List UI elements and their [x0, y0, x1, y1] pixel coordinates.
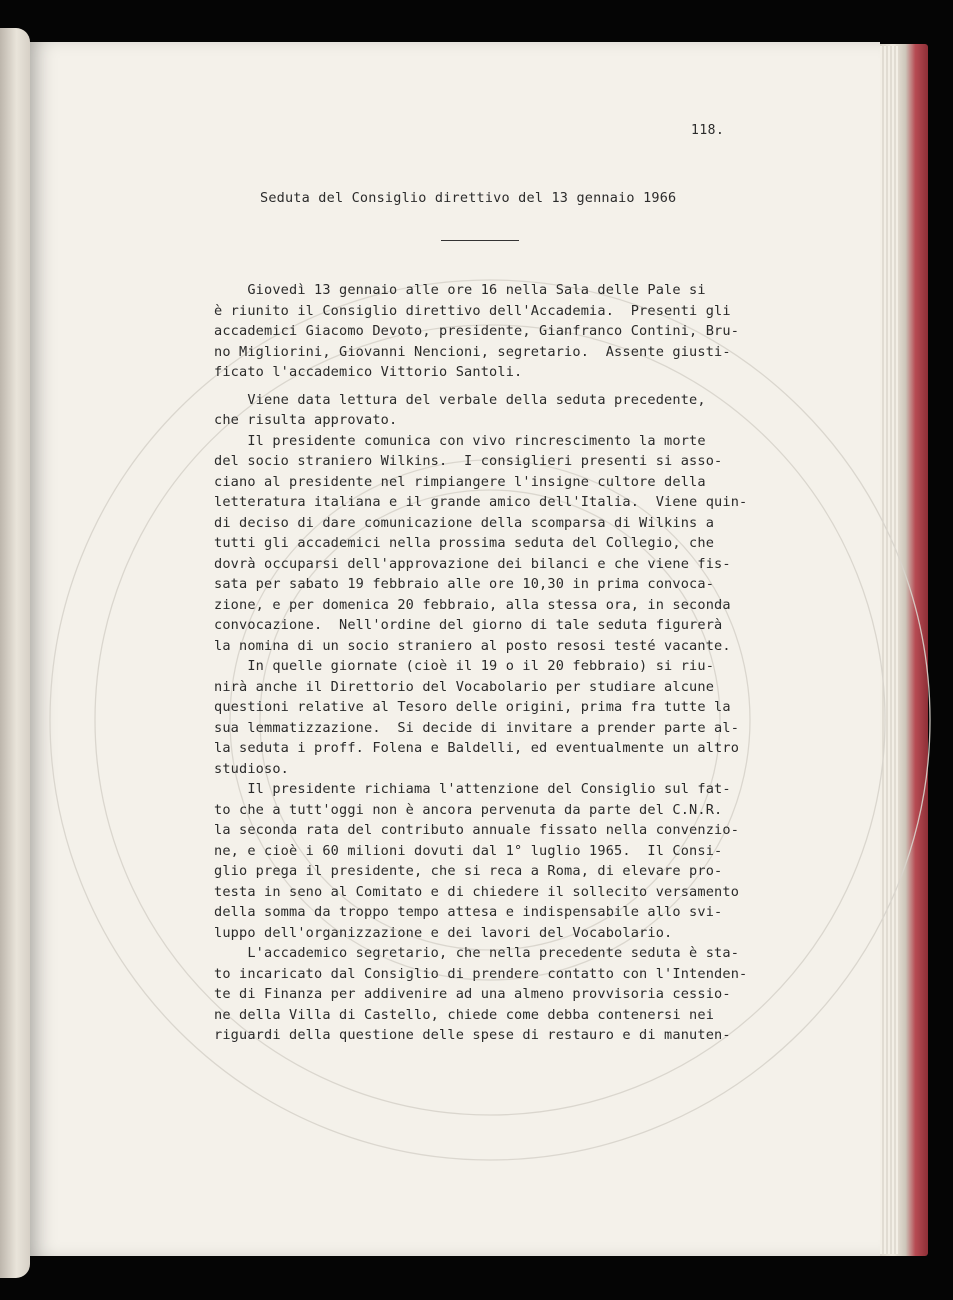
text-line: ne della Villa di Castello, chiede come debba contenersi nei: [214, 1006, 715, 1023]
text-line: ciano al presidente nel rimpiangere l'insigne cultore della: [214, 473, 706, 490]
text-line: ne, e cioè i 60 milioni dovuti dal 1° luglio 1965. Il Consi-: [214, 842, 723, 859]
text-line: Viene data lettura del verbale della seduta precedente,: [214, 391, 706, 408]
text-line: sua lemmatizzazione. Si decide di invitare a prender parte al-: [214, 719, 740, 736]
text-line: la seduta i proff. Folena e Baldelli, ed eventualmente un altro: [214, 740, 740, 756]
text-line: Il presidente richiama l'attenzione del Consiglio sul fat-: [214, 781, 731, 797]
text-line: ficato l'accademico Vittorio Santoli.: [214, 364, 523, 380]
text-line: In quelle giornate (cioè il 19 o il 20 febbraio) si riu-: [214, 658, 715, 674]
text-line: di deciso di dare comunicazione della scomparsa di Wilkins a: [214, 514, 715, 531]
text-line: Giovedì 13 gennaio alle ore 16 nella Sala delle Pale si: [214, 282, 706, 298]
text-line: della somma da troppo tempo attesa e indispensabile allo svi-: [214, 904, 723, 920]
text-line: tutti gli accademici nella prossima seduta del Collegio, che: [214, 535, 715, 551]
text-line: la seconda rata del contributo annuale fissato nella convenzio-: [214, 822, 740, 838]
paragraph: [214, 280, 774, 383]
text-line: dovrà occuparsi dell'approvazione dei bilanci e che viene fis-: [214, 555, 731, 572]
text-line: luppo dell'organizzazione e dei lavori del Vocabolario.: [214, 924, 673, 941]
title-underline: [441, 240, 519, 241]
text-line: è riunito il Consiglio direttivo dell'Accademia. Presenti gli: [214, 302, 731, 319]
paragraph: [214, 390, 774, 1046]
paragraph-gap: [214, 383, 774, 390]
text-line: questioni relative al Tesoro delle origini, prima fra tutte la: [214, 699, 731, 715]
text-line: del socio straniero Wilkins. I consiglieri presenti si asso-: [214, 453, 723, 469]
text-line: letteratura italiana e il grande amico dell'Italia. Viene quin-: [214, 494, 748, 510]
text-line: Il presidente comunica con vivo rincrescimento la morte: [214, 432, 706, 449]
text-line: te di Finanza per addivenire ad una almeno provvisoria cessio-: [214, 986, 731, 1002]
text-line: glio prega il presidente, che si reca a Roma, di elevare pro-: [214, 863, 723, 879]
text-line: che risulta approvato.: [214, 412, 398, 428]
text-line: nirà anche il Direttorio del Vocabolario per studiare alcune: [214, 678, 715, 695]
document-title: Seduta del Consiglio direttivo del 13 gennaio 1966: [260, 190, 677, 206]
text-line: zione, e per domenica 20 febbraio, alla stessa ora, in seconda: [214, 596, 731, 613]
text-line: L'accademico segretario, che nella precedente seduta è sta-: [214, 945, 740, 961]
text-line: riguardi della questione delle spese di restauro e di manuten-: [214, 1027, 731, 1043]
facing-page-edge: [0, 28, 30, 1278]
text-line: studioso.: [214, 760, 290, 777]
text-line: to che a tutt'oggi non è ancora pervenuta da parte del C.N.R.: [214, 801, 723, 818]
document-body: [214, 280, 774, 1046]
page-number: 118.: [691, 123, 725, 138]
text-line: sata per sabato 19 febbraio alle ore 10,30 in prima convoca-: [214, 576, 715, 592]
text-line: accademici Giacomo Devoto, presidente, Gianfranco Contini, Bru-: [214, 323, 740, 339]
text-line: la nomina di un socio straniero al posto resosi testé vacante.: [214, 637, 731, 654]
text-line: no Migliorini, Giovanni Nencioni, segretario. Assente giusti-: [214, 343, 731, 360]
text-line: to incaricato dal Consiglio di prendere contatto con l'Intenden-: [214, 965, 748, 982]
text-line: convocazione. Nell'ordine del giorno di tale seduta figurerà: [214, 617, 723, 633]
text-line: testa in seno al Comitato e di chiedere il sollecito versamento: [214, 883, 740, 900]
